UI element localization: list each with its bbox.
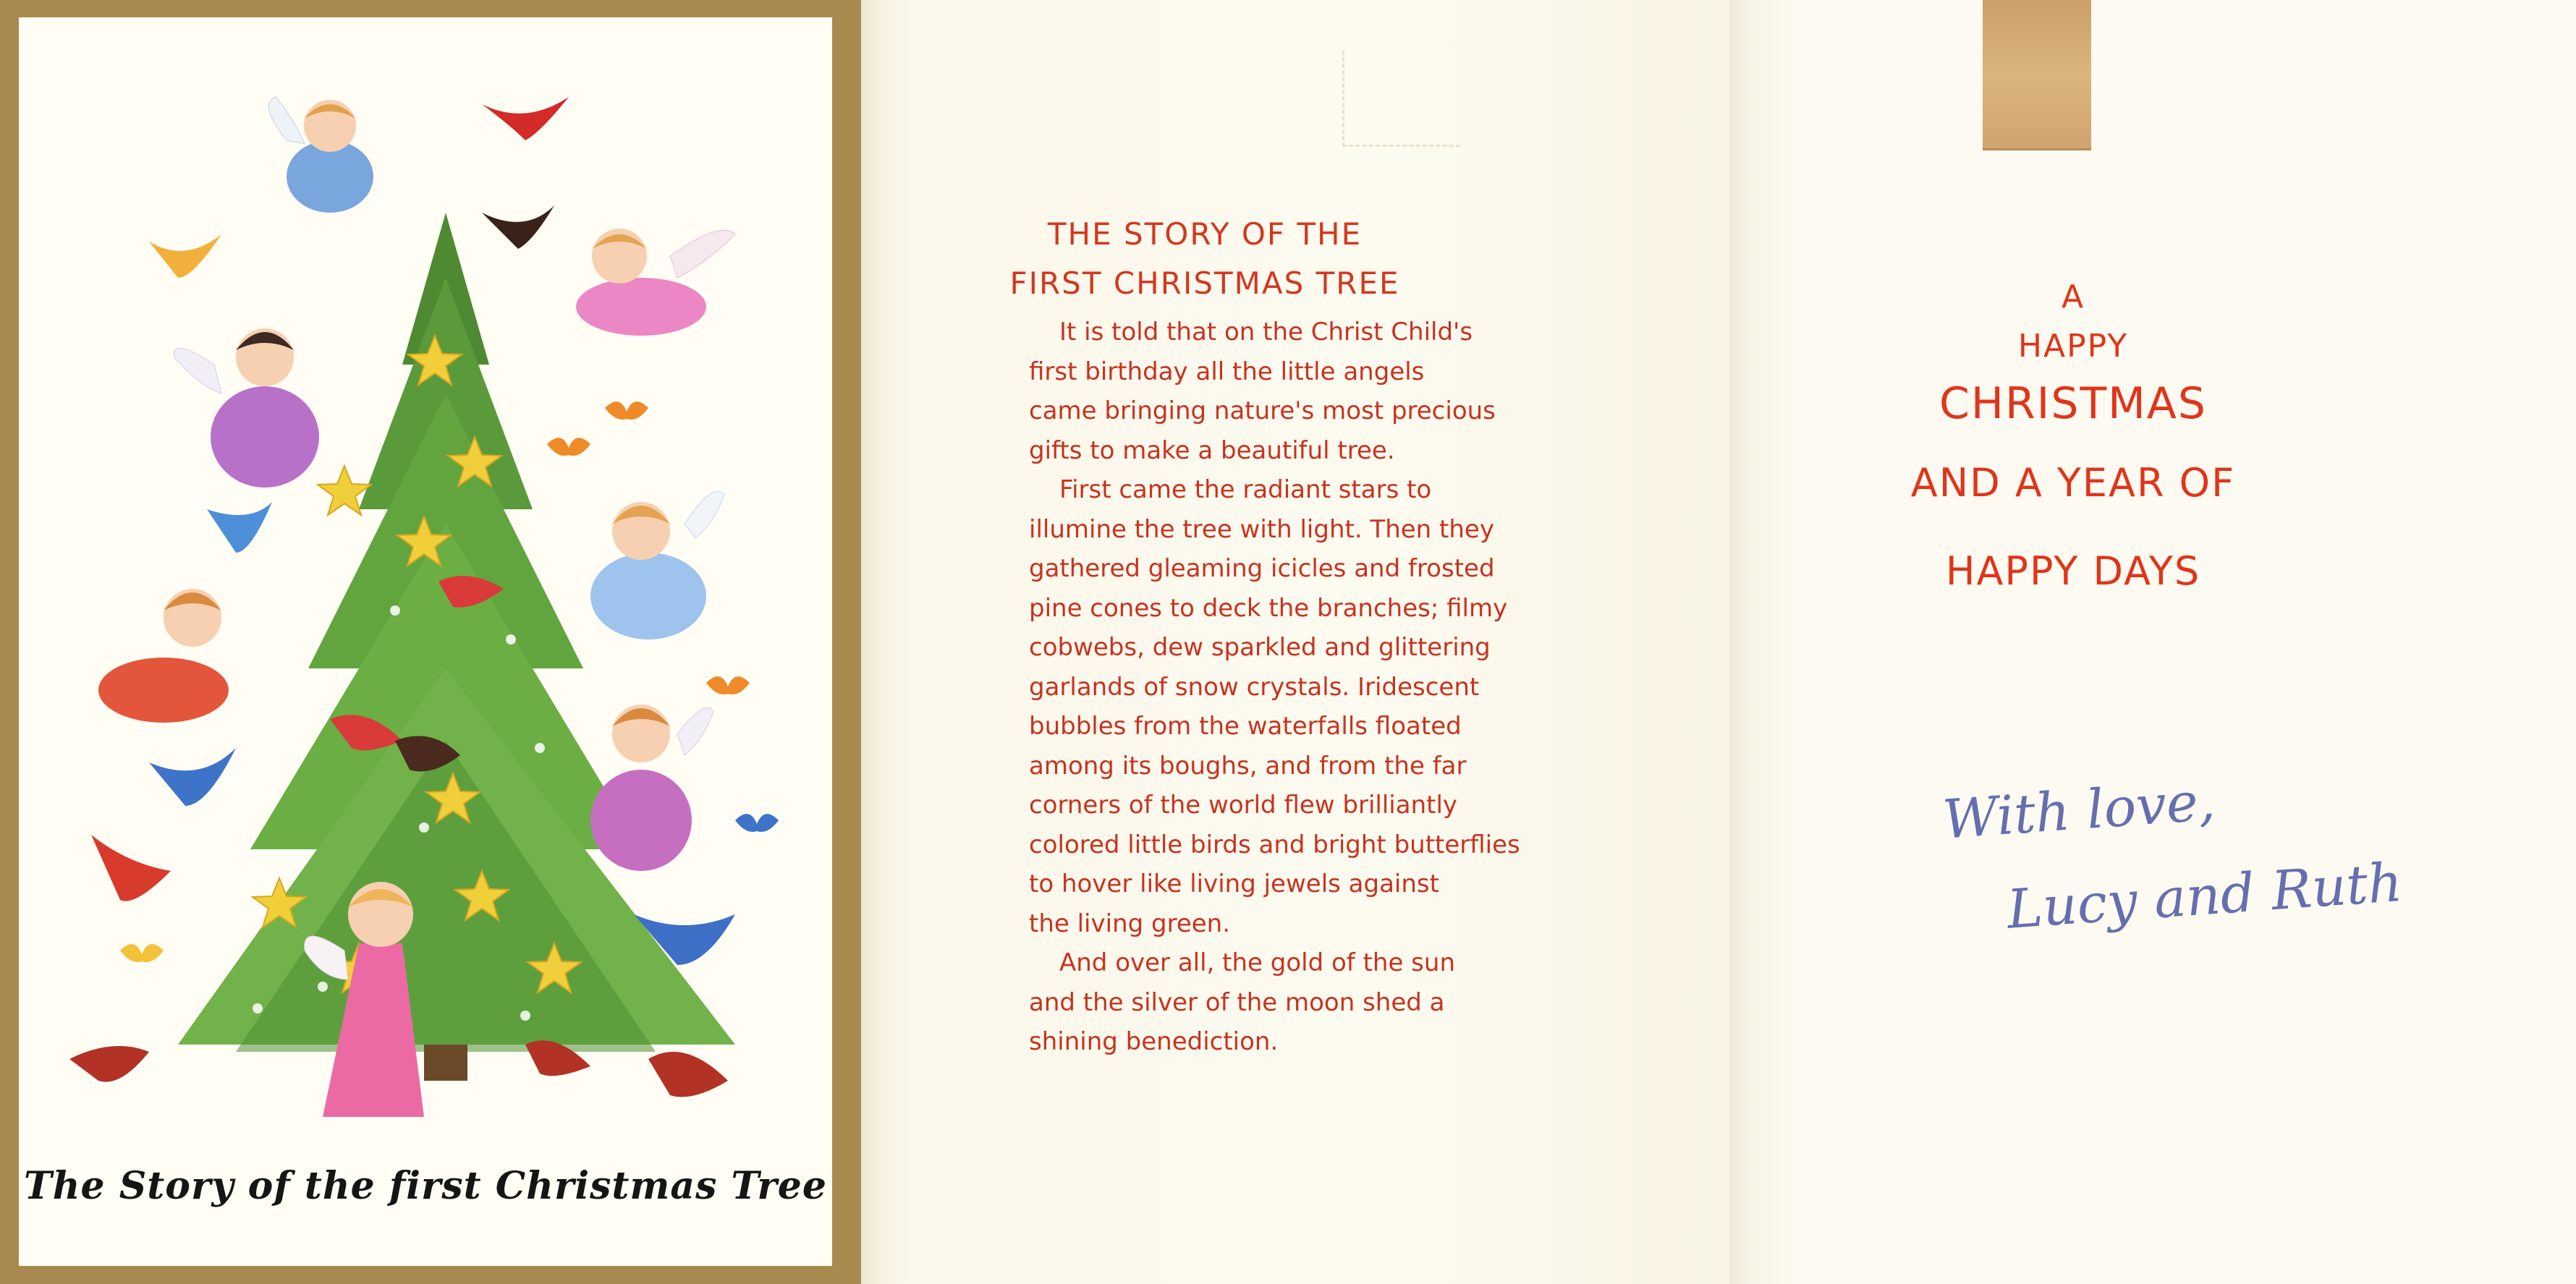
angel-icon	[174, 328, 319, 488]
tape-strip	[1983, 0, 2091, 150]
story-title-line: THE STORY OF THE	[1047, 216, 1363, 252]
story-title-line: FIRST CHRISTMAS TREE	[1009, 265, 1400, 301]
story-line: pine cones to deck the branches; filmy	[1029, 593, 1508, 623]
fold-shadow	[861, 0, 883, 1284]
story-panel	[861, 0, 1729, 1284]
story-line: shining benediction.	[1029, 1027, 1279, 1056]
handwritten-signature	[1941, 752, 2540, 969]
signature-line: Lucy and Ruth	[2004, 851, 2405, 941]
greeting-line: HAPPY	[2017, 328, 2129, 365]
story-line: cobwebs, dew sparkled and glittering	[1029, 633, 1491, 662]
angel-icon	[590, 705, 713, 871]
bird-icon	[91, 835, 171, 901]
story-line: First came the radiant stars to	[1059, 475, 1432, 504]
christmas-tree-illustration	[19, 17, 832, 1146]
story-title	[977, 210, 1433, 308]
story-line: corners of the world flew brilliantly	[1029, 791, 1458, 820]
story-line: colored little birds and bright butterflies	[1029, 830, 1520, 859]
story-paragraph	[1029, 313, 1579, 470]
story-line: And over all, the gold of the sun	[1059, 948, 1455, 977]
story-body	[1029, 313, 1579, 1062]
story-line: bubbles from the waterfalls floated	[1029, 712, 1462, 741]
butterfly-icon	[605, 401, 648, 420]
greeting-message	[1910, 275, 2236, 600]
greeting-line: CHRISTMAS	[1939, 378, 2208, 429]
bird-icon	[149, 748, 236, 806]
story-line: It is told that on the Christ Child's	[1059, 318, 1473, 346]
angel-icon	[268, 97, 373, 213]
story-line: gathered gleaming icicles and frosted	[1029, 554, 1495, 583]
story-line: among its boughs, and from the far	[1029, 751, 1467, 781]
front-cover-card	[19, 17, 832, 1266]
bird-icon	[149, 234, 221, 278]
story-line: and the silver of the moon shed a	[1029, 987, 1445, 1017]
angel-icon	[590, 491, 724, 639]
story-line: to hover like living jewels against	[1029, 870, 1439, 898]
fold-shadow	[1729, 0, 1751, 1284]
signature-text	[1940, 732, 2547, 990]
tape-residue	[1342, 51, 1460, 147]
butterfly-icon	[735, 814, 779, 832]
front-cover-panel	[0, 0, 861, 1284]
story-line: gifts to make a beautiful tree.	[1029, 435, 1395, 465]
bird-icon	[207, 502, 272, 553]
greeting-line: AND A YEAR OF	[1910, 460, 2236, 506]
angel-icon	[98, 589, 229, 723]
greeting-panel	[1729, 0, 2576, 1284]
butterfly-icon	[547, 438, 590, 456]
greeting-line: HAPPY DAYS	[1945, 548, 2201, 594]
signature-line: With love,	[1941, 770, 2217, 851]
butterfly-icon	[120, 944, 164, 962]
angel-icon	[576, 229, 735, 336]
bird-icon	[482, 205, 554, 249]
story-line: the living green.	[1029, 909, 1231, 938]
story-line: illumine the tree with light. Then they	[1029, 514, 1494, 544]
story-paragraph	[1029, 470, 1579, 943]
butterfly-icon	[706, 676, 750, 694]
bird-icon	[69, 1046, 149, 1082]
story-line: came bringing nature's most precious	[1029, 396, 1496, 425]
greeting-line: A	[2061, 279, 2085, 315]
story-line: first birthday all the little angels	[1029, 357, 1425, 386]
bird-icon	[648, 1052, 728, 1097]
story-paragraph	[1029, 943, 1579, 1062]
story-line: garlands of snow crystals. Iridescent	[1029, 672, 1480, 702]
front-cover-caption: The Story of the first Christmas Tree	[24, 1164, 827, 1208]
bird-icon	[482, 97, 569, 140]
